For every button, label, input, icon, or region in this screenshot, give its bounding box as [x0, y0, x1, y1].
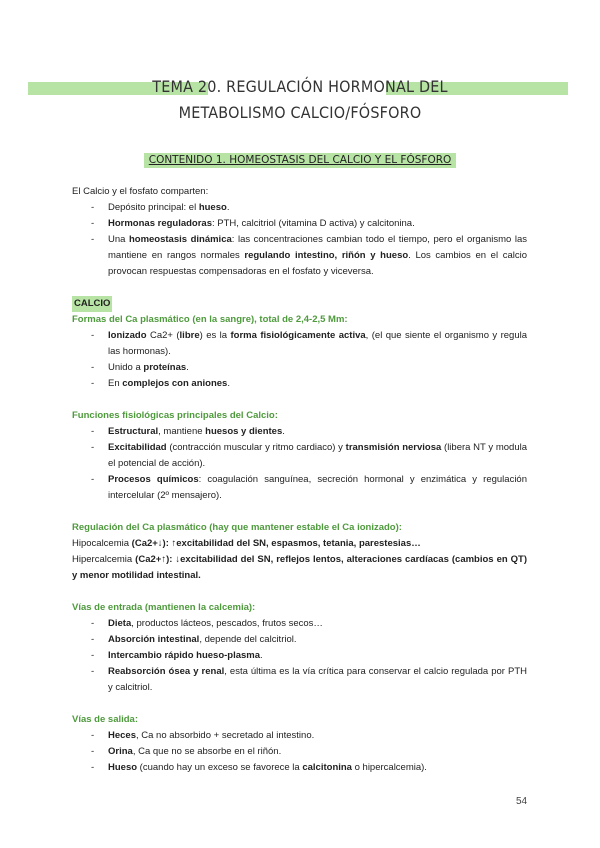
- list-item: [72, 648, 527, 664]
- page-title-line1: TEMA 20. REGULACIÓN HORMONAL DEL: [152, 77, 448, 96]
- text: ) es la: [199, 330, 231, 341]
- text: Ca2+ (: [146, 330, 180, 341]
- text: .: [226, 202, 230, 213]
- document-body: [72, 184, 527, 776]
- bold-text: Estructural: [108, 426, 159, 437]
- list-item: [72, 424, 527, 440]
- text: : las concentraciones cambian todo el tiempo, pero el organismo las mantiene en rangos normales: [108, 234, 527, 261]
- text: Hipercalcemia: [72, 554, 133, 565]
- text: Una: [108, 234, 129, 245]
- text: (contracción muscular y ritmo cardiaco) y: [166, 442, 346, 453]
- page-title: [0, 74, 600, 126]
- text: . Los cambios en el calcio provocan respuestas compensadoras en el fosfato y viceversa.: [108, 250, 528, 277]
- bold-text: (Ca2+↓): ↑excitabilidad del SN, espasmos, tetania, parestesias…: [129, 538, 421, 549]
- exit-list: [72, 728, 527, 776]
- bold-text: (Ca2+↑): ↓excitabilidad del SN, reflejos lentos, alteraciones cardíacas (cambios en QT) y menor motilidad intestinal.: [72, 554, 527, 581]
- text: Depósito principal: el: [108, 202, 199, 213]
- text: : PTH, calcitriol (vitamina D activa) y calcitonina.: [212, 218, 415, 229]
- list-item: [72, 632, 527, 648]
- bold-text: complejos con aniones: [122, 378, 228, 389]
- list-item: [72, 440, 527, 472]
- list-item: [72, 760, 527, 776]
- text: .: [227, 378, 230, 389]
- entry-list: [72, 616, 527, 696]
- bold-text: Dieta: [108, 618, 132, 629]
- text: .: [186, 362, 189, 373]
- intro-list: [72, 200, 527, 280]
- bold-text: huesos y dientes: [205, 426, 283, 437]
- page-number: 54: [516, 796, 528, 807]
- text: Hipocalcemia: [72, 538, 130, 549]
- text: , Ca no absorbido + secretado al intestino.: [136, 730, 315, 741]
- text: (libera NT y modula el potencial de acción).: [108, 442, 528, 469]
- text: .: [282, 426, 285, 437]
- bold-text: forma fisiológicamente activa: [230, 330, 366, 341]
- text: , esta última es la vía crítica para conservar el calcio regulada por PTH y calcitriol.: [108, 666, 527, 693]
- bold-text: transmisión nerviosa: [345, 442, 442, 453]
- bold-text: proteínas: [143, 362, 187, 373]
- hypercalcemia-line: [72, 552, 527, 584]
- list-item: [72, 472, 527, 504]
- bold-text: Procesos químicos: [108, 474, 199, 485]
- list-item: [72, 360, 527, 376]
- bold-text: Excitabilidad: [108, 442, 167, 453]
- list-item: [72, 728, 527, 744]
- text: , (el que siente el organismo y regula las hormonas).: [108, 330, 528, 357]
- bold-text: calcitonina: [302, 762, 352, 773]
- forms-heading: Formas del Ca plasmático (en la sangre), total de 2,4-2,5 Mm:: [72, 314, 348, 325]
- page-title-line2: METABOLISMO CALCIO/FÓSFORO: [178, 103, 422, 122]
- bold-text: hueso: [198, 202, 227, 213]
- bold-text: Intercambio rápido hueso-plasma: [108, 650, 261, 661]
- functions-list: [72, 424, 527, 504]
- text: o hipercalcemia).: [351, 762, 427, 773]
- bold-text: Hueso: [108, 762, 138, 773]
- bold-text: homeostasis dinámica: [128, 234, 232, 245]
- functions-heading: Funciones fisiológicas principales del Calcio:: [72, 410, 278, 421]
- entry-heading: Vías de entrada (mantienen la calcemia):: [72, 602, 256, 613]
- list-item: [72, 216, 527, 232]
- text: Unido a: [108, 362, 144, 373]
- list-item: [72, 328, 527, 360]
- text: , depende del calcitriol.: [199, 634, 297, 645]
- section-subtitle: [0, 150, 600, 168]
- list-item: [72, 664, 527, 696]
- text: , Ca que no se absorbe en el riñón.: [132, 746, 282, 757]
- bold-text: libre: [179, 330, 200, 341]
- list-item: [72, 376, 527, 392]
- list-item: [72, 616, 527, 632]
- forms-list: [72, 328, 527, 392]
- bold-text: regulando intestino, riñón y hueso: [244, 250, 409, 261]
- hypocalcemia-line: [72, 536, 527, 552]
- text: En: [108, 378, 123, 389]
- text: (cuando hay un exceso se favorece la: [137, 762, 303, 773]
- section-subtitle-text: CONTENIDO 1. HOMEOSTASIS DEL CALCIO Y EL FÓSFORO: [144, 153, 457, 168]
- exit-heading: Vías de salida:: [72, 714, 139, 725]
- list-item: [72, 200, 527, 216]
- text: .: [260, 650, 263, 661]
- bold-text: Reabsorción ósea y renal: [108, 666, 225, 677]
- text: , mantiene: [158, 426, 206, 437]
- intro-lead: El Calcio y el fosfato comparten:: [72, 186, 209, 197]
- bold-text: Ionizado: [108, 330, 147, 341]
- text: , productos lácteos, pescados, frutos secos…: [131, 618, 323, 629]
- calcio-heading: CALCIO: [72, 296, 112, 312]
- regulation-heading: Regulación del Ca plasmático (hay que mantener estable el Ca ionizado):: [72, 522, 402, 533]
- list-item: [72, 232, 527, 280]
- list-item: [72, 744, 527, 760]
- bold-text: Hormonas reguladoras: [108, 218, 212, 229]
- bold-text: Orina: [108, 746, 133, 757]
- text: : coagulación sanguínea, secreción hormonal y enzimática y regulación intercelular (2º mensajero).: [108, 474, 527, 501]
- bold-text: Heces: [108, 730, 136, 741]
- bold-text: Absorción intestinal: [108, 634, 200, 645]
